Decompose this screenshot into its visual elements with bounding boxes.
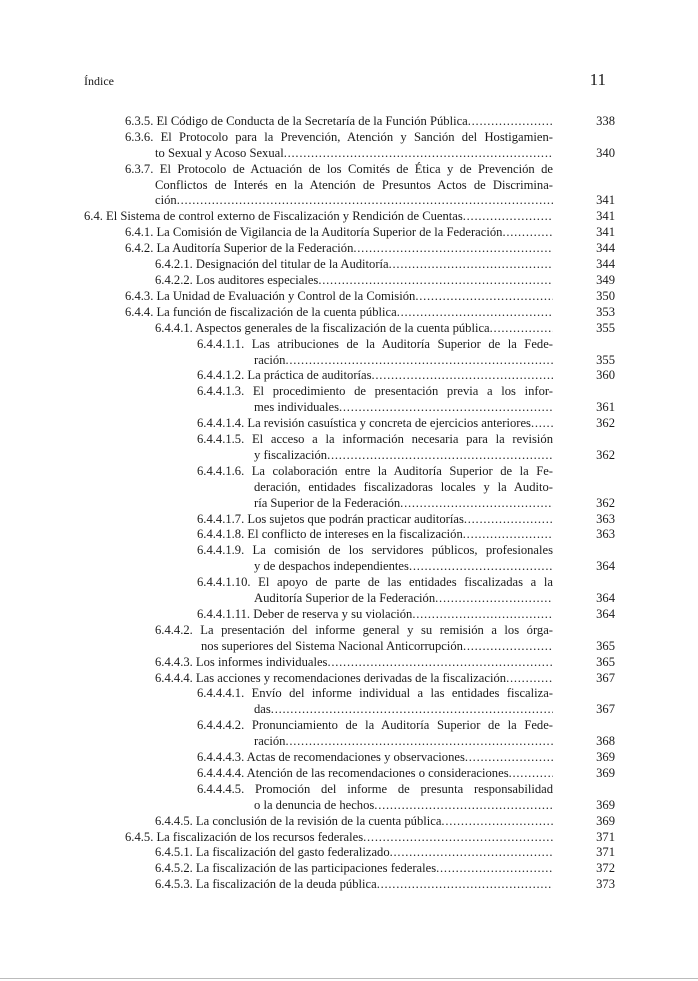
toc-page-number: 371 [585,845,615,861]
toc-entry-title-line [197,607,553,623]
toc-entry-title-line [254,559,553,575]
toc-entry-title-line [197,766,553,782]
toc-entry-text: 6.4.4.1.4. La revisión casuística y concreta de ejercicios anteriores [197,416,531,431]
toc-entry-title-line [125,830,553,846]
toc-page-number: 361 [585,400,615,416]
toc-page-number: 362 [585,416,615,432]
toc-entry [84,830,615,846]
dot-leader [463,639,553,655]
toc-page-number: 363 [585,527,615,543]
dot-leader [284,146,553,162]
toc-entry-title-line [197,368,553,384]
toc-page-number: 355 [585,321,615,337]
toc-entry [84,464,615,512]
toc-entry-text: 6.4.4.1.11. Deber de reserva y su violación [197,606,413,621]
toc-entry-text: y fiscalización [254,447,328,462]
toc-entry-title-line [254,400,553,416]
dot-leader [435,591,553,607]
dot-leader [415,289,553,305]
toc-entry-text: 6.4.4.1.2. La práctica de auditorías [197,368,372,383]
dot-leader [400,496,553,512]
toc-page-number: 365 [585,655,615,671]
toc-entry [84,718,615,750]
toc-entry-title-line: deración, entidades fiscalizadoras locales y la Audito- [254,479,553,494]
dot-leader [468,114,553,130]
toc-page-number: 341 [585,225,615,241]
toc-entry [84,686,615,718]
dot-leader [327,655,553,671]
toc-entry-title-line: 6.4.4.1.3. El procedimiento de presentación previa a los infor- [197,384,553,399]
toc-entry-title-line [197,512,553,528]
toc-entry-text: 6.4.4.1.8. El conflicto de intereses en la fiscalización [197,527,463,542]
toc-entry [84,337,615,369]
toc-entry [84,655,615,671]
toc-entry [84,305,615,321]
toc-entry-text: 6.4.4.1. Aspectos generales de la fiscalización de la cuenta pública [155,320,490,335]
toc-entry-title-line [125,289,553,305]
running-title: Índice [84,74,114,88]
page-header [84,72,606,92]
toc-entry [84,623,615,655]
toc-page-number: 373 [585,877,615,893]
toc-page-number: 369 [585,814,615,830]
toc-entry-title-line [254,591,553,607]
dot-leader [397,305,553,321]
toc-page-number: 369 [585,798,615,814]
toc-entry [84,750,615,766]
toc-page-number: 344 [585,241,615,257]
dot-leader [285,734,553,750]
dot-leader [509,766,553,782]
toc-page-number: 338 [585,114,615,130]
dot-leader [502,225,553,241]
table-of-contents [84,114,615,893]
toc-entry-text: 6.4.1. La Comisión de Vigilancia de la Auditoría Superior de la Federación [125,225,503,240]
toc-entry-text: ción [155,193,177,208]
toc-page-number: 362 [585,448,615,464]
toc-entry-title-line: 6.4.4.2. La presentación del informe general y su remisión a los órga- [155,622,553,637]
toc-page-number: 371 [585,830,615,846]
toc-entry-text: y de despachos independientes [254,559,409,574]
dot-leader [389,257,553,273]
toc-entry-title-line [155,877,553,893]
toc-entry-text: 6.4.4.4. Las acciones y recomendaciones derivadas de la fiscalización [155,670,507,685]
toc-entry [84,368,615,384]
toc-entry-text: Auditoría Superior de la Federación [254,591,436,606]
toc-entry [84,671,615,687]
toc-entry-title-line [125,114,553,130]
toc-entry-title-line [155,861,553,877]
toc-page-number: 360 [585,368,615,384]
toc-entry [84,273,615,289]
toc-entry-text: 6.4.4.3. Los informes individuales [155,654,328,669]
toc-entry [84,384,615,416]
toc-entry [84,130,615,162]
toc-page-number: 367 [585,702,615,718]
toc-entry-text: 6.4.4.4.3. Actas de recomendaciones y observaciones [197,750,465,765]
toc-entry-title-line [125,305,553,321]
toc-entry [84,241,615,257]
dot-leader [327,448,553,464]
dot-leader [490,321,553,337]
toc-page-number: 372 [585,861,615,877]
toc-entry-text: ración [254,352,286,367]
dot-leader [441,814,553,830]
toc-entry-title-line: 6.4.4.4.5. Promoción del informe de presunta responsabilidad [197,781,553,796]
dot-leader [374,798,553,814]
toc-entry-title-line [254,702,553,718]
bottom-rule [0,978,698,979]
dot-leader [318,273,553,289]
toc-page-number: 341 [585,193,615,209]
toc-entry-text: ría Superior de la Federación [254,495,401,510]
toc-entry [84,512,615,528]
toc-entry-title-line: 6.4.4.1.9. La comisión de los servidores públicos, profesionales [197,543,553,558]
toc-entry-title-line [254,353,553,369]
toc-entry-text: 6.4.5.1. La fiscalización del gasto federalizado [155,845,390,860]
toc-entry [84,861,615,877]
toc-entry-text: o la denuncia de hechos [254,797,375,812]
toc-entry-text: 6.4.5.2. La fiscalización de las participaciones federales [155,861,437,876]
toc-entry-text: 6.3.5. El Código de Conducta de la Secretaría de la Función Pública [125,114,468,128]
toc-entry-text: 6.4.4.1.7. Los sujetos que podrán practicar auditorías [197,511,464,526]
toc-entry-text: das [254,702,271,717]
toc-entry [84,209,615,225]
toc-entry-title-line [201,639,553,655]
toc-entry-title-line [254,798,553,814]
toc-entry-title-line [155,273,553,289]
toc-page-number: 350 [585,289,615,305]
dot-leader [353,241,553,257]
toc-entry-title-line [197,527,553,543]
dot-leader [465,750,553,766]
toc-entry-title-line [155,321,553,337]
dot-leader [436,861,553,877]
dot-leader [412,607,553,623]
toc-entry-title-line: 6.3.6. El Protocolo para la Prevención, Atención y Sanción del Hostigamien- [125,129,553,144]
toc-entry-title-line: 6.4.4.1.5. El acceso a la información necesaria para la revisión [197,432,553,447]
toc-page-number: 364 [585,559,615,575]
dot-leader [271,702,553,718]
toc-page-number: 363 [585,512,615,528]
toc-entry-text: ración [254,734,286,749]
dot-leader [363,830,553,846]
toc-entry-text: 6.4.2.1. Designación del titular de la Auditoría [155,257,389,272]
toc-entry [84,162,615,210]
toc-entry-title-line [155,671,553,687]
toc-entry [84,766,615,782]
toc-entry-title-line: 6.4.4.1.10. El apoyo de parte de las entidades fiscalizadas a la [197,575,553,590]
toc-entry [84,877,615,893]
toc-entry [84,607,615,623]
toc-entry-title-line [155,814,553,830]
toc-entry [84,543,615,575]
toc-entry-text: 6.4.2.2. Los auditores especiales [155,273,319,288]
toc-page-number: 364 [585,591,615,607]
dot-leader [463,209,553,225]
toc-entry-title-line [155,845,553,861]
toc-entry-title-line: 6.4.4.1.6. La colaboración entre la Auditoría Superior de la Fe- [197,463,553,478]
toc-entry-text: to Sexual y Acoso Sexual [155,145,284,160]
toc-page-number: 341 [585,209,615,225]
toc-entry-title-line [254,448,553,464]
toc-entry-text: mes individuales [254,400,339,415]
toc-entry-title-line [125,225,553,241]
toc-entry-title-line [254,496,553,512]
toc-entry-title-line [197,416,553,432]
dot-leader [463,527,553,543]
dot-leader [177,193,553,209]
toc-entry-title-line [254,734,553,750]
toc-entry [84,782,615,814]
toc-entry-text: 6.4.2. La Auditoría Superior de la Federación [125,241,354,256]
toc-entry-title-line: 6.4.4.4.2. Pronunciamiento de la Auditoría Superior de la Fede- [197,718,553,733]
dot-leader [506,671,553,687]
toc-entry-title-line: Conflictos de Interés en la Atención de Presuntos Actos de Discrimina- [155,177,553,192]
toc-page-number: 355 [585,353,615,369]
toc-entry [84,225,615,241]
toc-page-number: 364 [585,607,615,623]
toc-entry-title-line [155,146,553,162]
toc-entry [84,114,615,130]
toc-page-number: 369 [585,766,615,782]
toc-entry [84,432,615,464]
toc-entry-text: 6.4.3. La Unidad de Evaluación y Control de la Comisión [125,288,416,303]
toc-page-number: 349 [585,273,615,289]
toc-entry-text: 6.4.4.4.4. Atención de las recomendaciones o consideraciones [197,765,509,780]
toc-entry-text: 6.4.4. La función de fiscalización de la cuenta pública [125,304,397,319]
toc-page-number: 368 [585,734,615,750]
toc-page-number: 353 [585,305,615,321]
toc-entry-title-line [155,193,553,209]
toc-entry-text: nos superiores del Sistema Nacional Anticorrupción [201,638,463,653]
toc-entry-title-line [155,655,553,671]
toc-entry [84,289,615,305]
toc-entry-text: 6.4.5.3. La fiscalización de la deuda pública [155,877,377,892]
toc-page-number: 365 [585,639,615,655]
dot-leader [409,559,553,575]
toc-entry [84,814,615,830]
toc-entry-text: 6.4. El Sistema de control externo de Fiscalización y Rendición de Cuentas [84,209,463,224]
dot-leader [377,877,553,893]
toc-entry [84,321,615,337]
toc-entry-title-line [155,257,553,273]
toc-entry [84,416,615,432]
toc-entry-title-line: 6.3.7. El Protocolo de Actuación de los Comités de Ética y de Prevención de [125,161,553,176]
toc-entry-title-line: 6.4.4.4.1. Envío del informe individual a las entidades fiscaliza- [197,686,553,701]
toc-entry-title-line [197,750,553,766]
toc-page-number: 362 [585,496,615,512]
toc-page-number: 367 [585,671,615,687]
toc-page-number: 340 [585,146,615,162]
dot-leader [339,400,553,416]
toc-entry [84,575,615,607]
toc-entry-text: 6.4.5. La fiscalización de los recursos federales [125,829,364,844]
toc-entry-title-line [84,209,553,225]
dot-leader [531,416,553,432]
dot-leader [285,353,553,369]
dot-leader [390,845,553,861]
toc-entry-text: 6.4.4.5. La conclusión de la revisión de la cuenta pública [155,813,442,828]
page-number: 11 [589,70,606,89]
toc-entry-title-line: 6.4.4.1.1. Las atribuciones de la Auditoría Superior de la Fede- [197,336,553,351]
toc-entry [84,845,615,861]
toc-entry [84,527,615,543]
dot-leader [464,512,553,528]
toc-page-number: 344 [585,257,615,273]
toc-entry-title-line [125,241,553,257]
dot-leader [372,368,554,384]
toc-entry [84,257,615,273]
toc-page-number: 369 [585,750,615,766]
